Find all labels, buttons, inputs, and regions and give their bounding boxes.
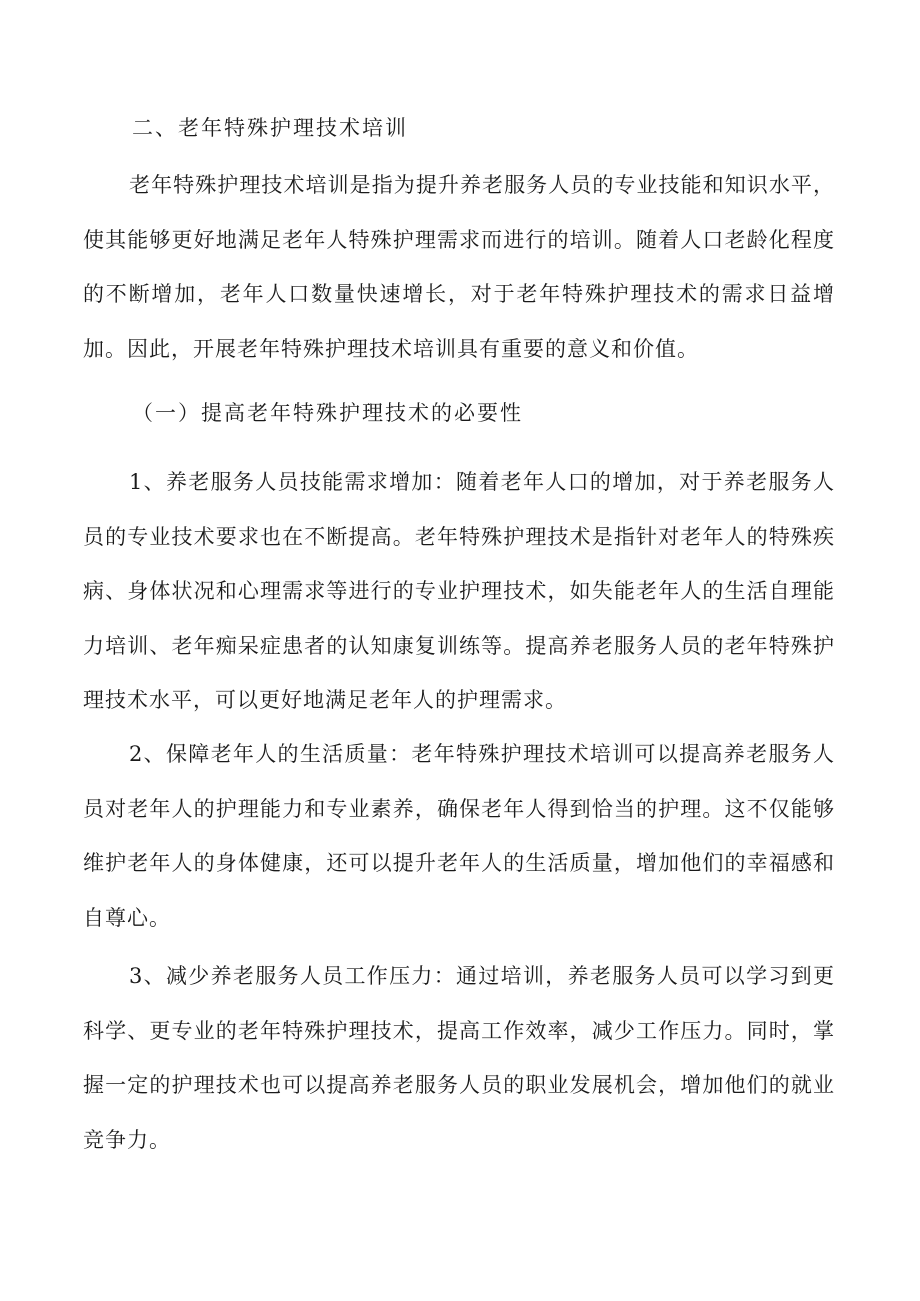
list-item-3: 3、减少养老服务人员工作压力：通过培训，养老服务人员可以学习到更科学、更专业的老年特殊护理技术，提高工作效率，减少工作压力。同时，掌握一定的护理技术也可以提高养老服务人员的职业发展机会，增加他们的就业竞争力。 <box>83 964 835 1152</box>
intro-paragraph: 老年特殊护理技术培训是指为提升养老服务人员的专业技能和知识水平，使其能够更好地满足老年人特殊护理需求而进行的培训。随着人口老龄化程度的不断增加，老年人口数量快速增长，对于老年特殊护理技术的需求日益增加。因此，开展老年特殊护理技术培训具有重要的意义和价值。 <box>83 173 835 361</box>
list-item-2: 2、保障老年人的生活质量：老年特殊护理技术培训可以提高养老服务人员对老年人的护理能力和专业素养，确保老年人得到恰当的护理。这不仅能够维护老年人的身体健康，还可以提升老年人的生活质量，增加他们的幸福感和自尊心。 <box>83 742 835 930</box>
list-item-1: 1、养老服务人员技能需求增加：随着老年人口的增加，对于养老服务人员的专业技术要求也在不断提高。老年特殊护理技术是指针对老年人的特殊疾病、身体状况和心理需求等进行的专业护理技术，如失能老年人的生活自理能力培训、老年痴呆症患者的认知康复训练等。提高养老服务人员的老年特殊护理技术水平，可以更好地满足老年人的护理需求。 <box>83 470 835 712</box>
section-heading: 二、老年特殊护理技术培训 <box>132 116 408 140</box>
subsection-heading: （一）提高老年特殊护理技术的必要性 <box>132 401 523 425</box>
